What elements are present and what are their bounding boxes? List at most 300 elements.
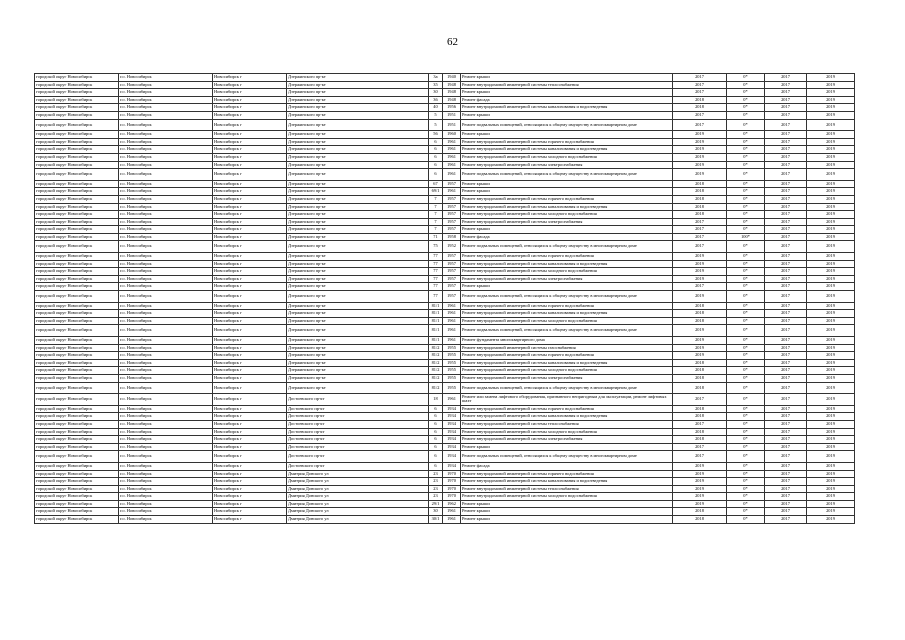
planned-year-cell: 2017 (673, 283, 727, 291)
settlement-cell: Новосибирск г (213, 337, 287, 345)
house-number-cell: 30 (429, 89, 443, 97)
settlement-cell: Новосибирск г (213, 436, 287, 444)
end-year-cell: 2019 (807, 195, 855, 203)
municipality-cell: городской округ Новосибирск (35, 302, 119, 310)
municipality-cell: городской округ Новосибирск (35, 104, 119, 112)
house-number-cell: 77 (429, 283, 443, 291)
table-row (35, 405, 855, 413)
work-type-cell: Ремонт крыши (461, 516, 673, 524)
cost-cell: 0* (727, 367, 765, 375)
cost-cell: 0* (727, 394, 765, 406)
planned-year-cell: 2019 (673, 138, 727, 146)
start-year-cell: 2017 (765, 359, 807, 367)
build-year-cell: 1934 (443, 443, 461, 451)
work-type-cell: Ремонт крыши (461, 74, 673, 82)
municipality-cell: городской округ Новосибирск (35, 436, 119, 444)
settlement-cell: Новосибирск г (213, 428, 287, 436)
municipality-cell: городской округ Новосибирск (35, 462, 119, 470)
street-cell: Дзержинского пр-кт (287, 260, 429, 268)
start-year-cell: 2017 (765, 188, 807, 196)
cost-cell: 0* (727, 211, 765, 219)
house-number-cell: 81/2 (429, 359, 443, 367)
start-year-cell: 2017 (765, 138, 807, 146)
settlement-cell: Новосибирск г (213, 325, 287, 337)
build-year-cell: 1957 (443, 203, 461, 211)
municipal-formation-cell: г.о. Новосибирск (119, 111, 213, 119)
end-year-cell: 2019 (807, 169, 855, 181)
house-number-cell: 29/1 (429, 500, 443, 508)
planned-year-cell: 2018 (673, 195, 727, 203)
start-year-cell: 2017 (765, 516, 807, 524)
municipality-cell: городской округ Новосибирск (35, 478, 119, 486)
house-number-cell: 6 (429, 436, 443, 444)
build-year-cell: 1961 (443, 325, 461, 337)
work-type-cell: Ремонт фасада (461, 96, 673, 104)
work-type-cell: Ремонт крыши (461, 131, 673, 139)
street-cell: Дмитрия Донского ул (287, 485, 429, 493)
start-year-cell: 2017 (765, 104, 807, 112)
municipality-cell: городской округ Новосибирск (35, 180, 119, 188)
municipal-formation-cell: г.о. Новосибирск (119, 260, 213, 268)
cost-cell: 0* (727, 119, 765, 131)
end-year-cell: 2019 (807, 493, 855, 501)
planned-year-cell: 2018 (673, 188, 727, 196)
settlement-cell: Новосибирск г (213, 260, 287, 268)
planned-year-cell: 2018 (673, 413, 727, 421)
settlement-cell: Новосибирск г (213, 241, 287, 253)
planned-year-cell: 2019 (673, 337, 727, 345)
cost-cell: 0* (727, 428, 765, 436)
end-year-cell: 2019 (807, 138, 855, 146)
end-year-cell: 2019 (807, 153, 855, 161)
house-number-cell: 6 (429, 146, 443, 154)
table-row (35, 89, 855, 97)
planned-year-cell: 2019 (673, 131, 727, 139)
start-year-cell: 2017 (765, 508, 807, 516)
table-row (35, 203, 855, 211)
end-year-cell: 2019 (807, 478, 855, 486)
municipality-cell: городской округ Новосибирск (35, 89, 119, 97)
municipality-cell: городской округ Новосибирск (35, 283, 119, 291)
start-year-cell: 2017 (765, 146, 807, 154)
municipality-cell: городской округ Новосибирск (35, 428, 119, 436)
municipal-formation-cell: г.о. Новосибирск (119, 413, 213, 421)
municipality-cell: городской округ Новосибирск (35, 188, 119, 196)
cost-cell: 0* (727, 153, 765, 161)
table-row (35, 131, 855, 139)
work-type-cell: Ремонт внутридомовой инженерной системы канализования и водоотведения (461, 478, 673, 486)
end-year-cell: 2019 (807, 275, 855, 283)
municipality-cell: городской округ Новосибирск (35, 253, 119, 261)
cost-cell: 0* (727, 317, 765, 325)
work-type-cell: Ремонт внутридомовой инженерной системы электроснабжения (461, 374, 673, 382)
municipal-formation-cell: г.о. Новосибирск (119, 74, 213, 82)
build-year-cell: 1970 (443, 485, 461, 493)
street-cell: Дзержинского пр-кт (287, 241, 429, 253)
settlement-cell: Новосибирск г (213, 394, 287, 406)
municipal-formation-cell: г.о. Новосибирск (119, 89, 213, 97)
end-year-cell: 2019 (807, 337, 855, 345)
municipal-formation-cell: г.о. Новосибирск (119, 268, 213, 276)
end-year-cell: 2019 (807, 188, 855, 196)
start-year-cell: 2017 (765, 493, 807, 501)
end-year-cell: 2019 (807, 291, 855, 303)
table-row (35, 508, 855, 516)
street-cell: Дзержинского пр-кт (287, 302, 429, 310)
municipal-formation-cell: г.о. Новосибирск (119, 138, 213, 146)
table-row (35, 138, 855, 146)
start-year-cell: 2017 (765, 260, 807, 268)
build-year-cell: 1934 (443, 451, 461, 463)
municipal-formation-cell: г.о. Новосибирск (119, 367, 213, 375)
municipality-cell: городской округ Новосибирск (35, 500, 119, 508)
house-number-cell: 67 (429, 180, 443, 188)
planned-year-cell: 2018 (673, 436, 727, 444)
start-year-cell: 2017 (765, 180, 807, 188)
end-year-cell: 2019 (807, 443, 855, 451)
start-year-cell: 2017 (765, 451, 807, 463)
table-row (35, 96, 855, 104)
cost-cell: 0* (727, 451, 765, 463)
work-type-cell: Ремонт или замена лифтового оборудования, признанного непригодным для эксплуатации, ремонт лифтовых шахт (461, 394, 673, 406)
cost-cell: 0* (727, 413, 765, 421)
settlement-cell: Новосибирск г (213, 291, 287, 303)
municipal-formation-cell: г.о. Новосибирск (119, 96, 213, 104)
table-row (35, 241, 855, 253)
build-year-cell: 1961 (443, 169, 461, 181)
municipal-formation-cell: г.о. Новосибирск (119, 478, 213, 486)
municipal-formation-cell: г.о. Новосибирск (119, 302, 213, 310)
planned-year-cell: 2019 (673, 169, 727, 181)
street-cell: Дзержинского пр-кт (287, 89, 429, 97)
house-number-cell: 75 (429, 241, 443, 253)
start-year-cell: 2017 (765, 291, 807, 303)
table-row (35, 253, 855, 261)
municipal-formation-cell: г.о. Новосибирск (119, 382, 213, 394)
end-year-cell: 2019 (807, 96, 855, 104)
settlement-cell: Новосибирск г (213, 89, 287, 97)
build-year-cell: 1961 (443, 508, 461, 516)
build-year-cell: 1934 (443, 428, 461, 436)
municipality-cell: городской округ Новосибирск (35, 146, 119, 154)
build-year-cell: 1948 (443, 89, 461, 97)
municipality-cell: городской округ Новосибирск (35, 195, 119, 203)
cost-cell: 0* (727, 325, 765, 337)
municipality-cell: городской округ Новосибирск (35, 74, 119, 82)
planned-year-cell: 2017 (673, 119, 727, 131)
start-year-cell: 2017 (765, 161, 807, 169)
house-number-cell: 77 (429, 275, 443, 283)
street-cell: Дзержинского пр-кт (287, 337, 429, 345)
settlement-cell: Новосибирск г (213, 268, 287, 276)
municipality-cell: городской округ Новосибирск (35, 291, 119, 303)
municipal-formation-cell: г.о. Новосибирск (119, 485, 213, 493)
cost-cell: 0* (727, 161, 765, 169)
start-year-cell: 2017 (765, 367, 807, 375)
planned-year-cell: 2018 (673, 203, 727, 211)
settlement-cell: Новосибирск г (213, 516, 287, 524)
table-row (35, 344, 855, 352)
street-cell: Достоевского пр-кт (287, 405, 429, 413)
street-cell: Дзержинского пр-кт (287, 188, 429, 196)
planned-year-cell: 2018 (673, 310, 727, 318)
municipality-cell: городской округ Новосибирск (35, 153, 119, 161)
end-year-cell: 2019 (807, 302, 855, 310)
start-year-cell: 2017 (765, 436, 807, 444)
work-type-cell: Ремонт крыши (461, 500, 673, 508)
house-number-cell: 81/1 (429, 325, 443, 337)
cost-cell: 0* (727, 253, 765, 261)
work-type-cell: Ремонт внутридомовой инженерной системы электроснабжения (461, 275, 673, 283)
build-year-cell: 1955 (443, 382, 461, 394)
settlement-cell: Новосибирск г (213, 382, 287, 394)
settlement-cell: Новосибирск г (213, 218, 287, 226)
municipality-cell: городской округ Новосибирск (35, 374, 119, 382)
start-year-cell: 2017 (765, 382, 807, 394)
settlement-cell: Новосибирск г (213, 195, 287, 203)
settlement-cell: Новосибирск г (213, 352, 287, 360)
table-row (35, 478, 855, 486)
planned-year-cell: 2017 (673, 218, 727, 226)
work-type-cell: Ремонт внутридомовой инженерной системы горячего водоснабжения (461, 195, 673, 203)
table-row (35, 291, 855, 303)
start-year-cell: 2017 (765, 111, 807, 119)
house-number-cell: 18 (429, 394, 443, 406)
municipal-formation-cell: г.о. Новосибирск (119, 420, 213, 428)
work-type-cell: Ремонт подвальных помещений, относящихся к общему имуществу в многоквартирном доме (461, 451, 673, 463)
house-number-cell: 6 (429, 443, 443, 451)
end-year-cell: 2019 (807, 180, 855, 188)
house-number-cell: 7 (429, 226, 443, 234)
street-cell: Дзержинского пр-кт (287, 253, 429, 261)
settlement-cell: Новосибирск г (213, 443, 287, 451)
build-year-cell: 1961 (443, 161, 461, 169)
street-cell: Дзержинского пр-кт (287, 96, 429, 104)
street-cell: Дзержинского пр-кт (287, 119, 429, 131)
build-year-cell: 1951 (443, 111, 461, 119)
build-year-cell: 1955 (443, 367, 461, 375)
street-cell: Дзержинского пр-кт (287, 211, 429, 219)
municipal-formation-cell: г.о. Новосибирск (119, 241, 213, 253)
work-type-cell: Ремонт внутридомовой инженерной системы канализования и водоотведения (461, 203, 673, 211)
municipality-cell: городской округ Новосибирск (35, 470, 119, 478)
start-year-cell: 2017 (765, 203, 807, 211)
settlement-cell: Новосибирск г (213, 119, 287, 131)
street-cell: Дмитрия Донского ул (287, 500, 429, 508)
municipality-cell: городской округ Новосибирск (35, 485, 119, 493)
table-row (35, 443, 855, 451)
end-year-cell: 2019 (807, 260, 855, 268)
work-type-cell: Ремонт подвальных помещений, относящихся к общему имуществу в многоквартирном доме (461, 291, 673, 303)
street-cell: Дзержинского пр-кт (287, 233, 429, 241)
build-year-cell: 1961 (443, 138, 461, 146)
work-type-cell: Ремонт внутридомовой инженерной системы канализования и водоотведения (461, 310, 673, 318)
municipality-cell: городской округ Новосибирск (35, 161, 119, 169)
house-number-cell: 6 (429, 153, 443, 161)
end-year-cell: 2019 (807, 382, 855, 394)
house-number-cell: 77 (429, 253, 443, 261)
street-cell: Достоевского пр-кт (287, 451, 429, 463)
house-number-cell: 36 (429, 96, 443, 104)
build-year-cell: 1957 (443, 218, 461, 226)
settlement-cell: Новосибирск г (213, 211, 287, 219)
build-year-cell: 1955 (443, 352, 461, 360)
cost-cell: 0* (727, 516, 765, 524)
municipality-cell: городской округ Новосибирск (35, 359, 119, 367)
build-year-cell: 1955 (443, 374, 461, 382)
planned-year-cell: 2018 (673, 302, 727, 310)
start-year-cell: 2017 (765, 352, 807, 360)
planned-year-cell: 2019 (673, 275, 727, 283)
table-row (35, 325, 855, 337)
municipal-formation-cell: г.о. Новосибирск (119, 233, 213, 241)
municipality-cell: городской округ Новосибирск (35, 218, 119, 226)
street-cell: Дзержинского пр-кт (287, 138, 429, 146)
start-year-cell: 2017 (765, 74, 807, 82)
planned-year-cell: 2018 (673, 367, 727, 375)
cost-cell: 0* (727, 111, 765, 119)
cost-cell: 0* (727, 436, 765, 444)
cost-cell: 0* (727, 268, 765, 276)
planned-year-cell: 2017 (673, 443, 727, 451)
street-cell: Дмитрия Донского ул (287, 478, 429, 486)
street-cell: Дзержинского пр-кт (287, 153, 429, 161)
build-year-cell: 1957 (443, 291, 461, 303)
municipal-formation-cell: г.о. Новосибирск (119, 291, 213, 303)
house-number-cell: 6 (429, 413, 443, 421)
municipal-formation-cell: г.о. Новосибирск (119, 374, 213, 382)
municipality-cell: городской округ Новосибирск (35, 382, 119, 394)
street-cell: Дзержинского пр-кт (287, 310, 429, 318)
end-year-cell: 2019 (807, 394, 855, 406)
cost-cell: 0* (727, 291, 765, 303)
street-cell: Достоевского пр-кт (287, 420, 429, 428)
work-type-cell: Ремонт крыши (461, 89, 673, 97)
municipality-cell: городской округ Новосибирск (35, 451, 119, 463)
work-type-cell: Ремонт внутридомовой инженерной системы канализования и водоотведения (461, 359, 673, 367)
start-year-cell: 2017 (765, 169, 807, 181)
start-year-cell: 2017 (765, 374, 807, 382)
municipal-formation-cell: г.о. Новосибирск (119, 218, 213, 226)
start-year-cell: 2017 (765, 119, 807, 131)
end-year-cell: 2019 (807, 146, 855, 154)
start-year-cell: 2017 (765, 500, 807, 508)
table-row (35, 462, 855, 470)
build-year-cell: 1962 (443, 500, 461, 508)
cost-cell: 0* (727, 352, 765, 360)
end-year-cell: 2019 (807, 268, 855, 276)
work-type-cell: Ремонт подвальных помещений, относящихся к общему имуществу в многоквартирном доме (461, 382, 673, 394)
settlement-cell: Новосибирск г (213, 310, 287, 318)
planned-year-cell: 2018 (673, 317, 727, 325)
cost-cell: 0* (727, 81, 765, 89)
cost-cell: 0* (727, 405, 765, 413)
end-year-cell: 2019 (807, 89, 855, 97)
build-year-cell: 1961 (443, 188, 461, 196)
build-year-cell: 1934 (443, 420, 461, 428)
end-year-cell: 2019 (807, 359, 855, 367)
start-year-cell: 2017 (765, 195, 807, 203)
work-type-cell: Ремонт внутридомовой инженерной системы холодного водоснабжения (461, 493, 673, 501)
planned-year-cell: 2018 (673, 104, 727, 112)
settlement-cell: Новосибирск г (213, 359, 287, 367)
street-cell: Достоевского пр-кт (287, 428, 429, 436)
cost-cell: 0* (727, 310, 765, 318)
table-row (35, 161, 855, 169)
settlement-cell: Новосибирск г (213, 253, 287, 261)
planned-year-cell: 2017 (673, 241, 727, 253)
house-number-cell: 6 (429, 138, 443, 146)
end-year-cell: 2019 (807, 405, 855, 413)
table-row (35, 111, 855, 119)
cost-cell: 0* (727, 96, 765, 104)
municipality-cell: городской округ Новосибирск (35, 260, 119, 268)
planned-year-cell: 2019 (673, 260, 727, 268)
end-year-cell: 2019 (807, 283, 855, 291)
street-cell: Дмитрия Донского ул (287, 493, 429, 501)
street-cell: Дзержинского пр-кт (287, 226, 429, 234)
municipality-cell: городской округ Новосибирск (35, 443, 119, 451)
cost-cell: 0* (727, 485, 765, 493)
end-year-cell: 2019 (807, 104, 855, 112)
settlement-cell: Новосибирск г (213, 138, 287, 146)
municipality-cell: городской округ Новосибирск (35, 405, 119, 413)
end-year-cell: 2019 (807, 253, 855, 261)
cost-cell: 0* (727, 470, 765, 478)
end-year-cell: 2019 (807, 310, 855, 318)
settlement-cell: Новосибирск г (213, 367, 287, 375)
end-year-cell: 2019 (807, 317, 855, 325)
end-year-cell: 2019 (807, 119, 855, 131)
cost-cell: 0* (727, 462, 765, 470)
planned-year-cell: 2019 (673, 253, 727, 261)
house-number-cell: 81/1 (429, 337, 443, 345)
settlement-cell: Новосибирск г (213, 493, 287, 501)
planned-year-cell: 2019 (673, 462, 727, 470)
cost-cell: 0* (727, 374, 765, 382)
street-cell: Дзержинского пр-кт (287, 275, 429, 283)
house-number-cell: 6 (429, 405, 443, 413)
house-number-cell: 7 (429, 203, 443, 211)
planned-year-cell: 2017 (673, 394, 727, 406)
start-year-cell: 2017 (765, 317, 807, 325)
municipality-cell: городской округ Новосибирск (35, 413, 119, 421)
table-row (35, 180, 855, 188)
build-year-cell: 1955 (443, 359, 461, 367)
planned-year-cell: 2019 (673, 352, 727, 360)
work-type-cell: Ремонт внутридомовой инженерной системы канализования и водоотведения (461, 104, 673, 112)
end-year-cell: 2019 (807, 218, 855, 226)
street-cell: Дзержинского пр-кт (287, 146, 429, 154)
house-number-cell: 5 (429, 119, 443, 131)
start-year-cell: 2017 (765, 218, 807, 226)
settlement-cell: Новосибирск г (213, 420, 287, 428)
work-type-cell: Ремонт внутридомовой инженерной системы горячего водоснабжения (461, 405, 673, 413)
table-row (35, 188, 855, 196)
planned-year-cell: 2019 (673, 325, 727, 337)
work-type-cell: Ремонт крыши (461, 188, 673, 196)
build-year-cell: 1957 (443, 268, 461, 276)
build-year-cell: 1961 (443, 153, 461, 161)
planned-year-cell: 2018 (673, 405, 727, 413)
municipality-cell: городской округ Новосибирск (35, 119, 119, 131)
table-row (35, 283, 855, 291)
start-year-cell: 2017 (765, 420, 807, 428)
house-number-cell: 40 (429, 104, 443, 112)
street-cell: Дзержинского пр-кт (287, 291, 429, 303)
house-number-cell: 81/1 (429, 310, 443, 318)
street-cell: Дзержинского пр-кт (287, 161, 429, 169)
